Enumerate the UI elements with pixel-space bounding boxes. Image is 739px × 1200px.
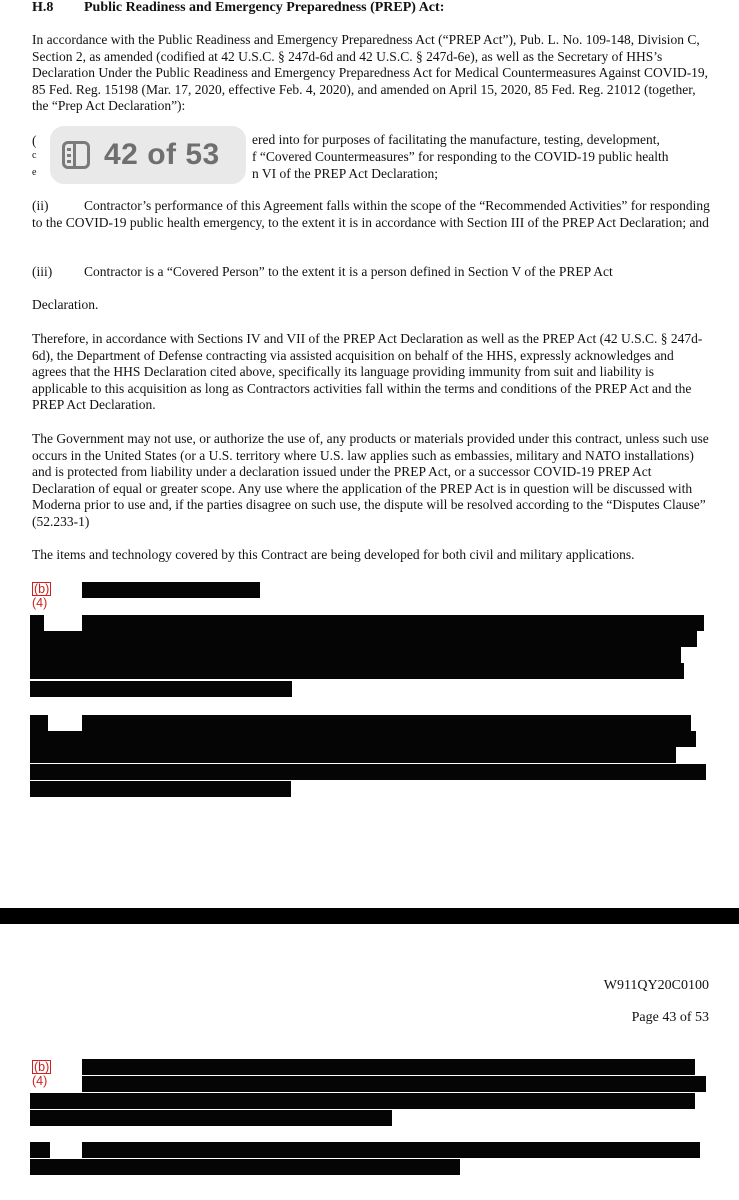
redaction-bar: [30, 663, 684, 679]
intro-paragraph: In accordance with the Public Readiness and Emergency Preparedness Act (“PREP Act”), Pub. L. No. 109-148, Division C, Section 2, as amended (codified at 42 U.S.C. § 247d-6d and 42 U.S.C. § 247d-6e), as well as the Secretary of HHS’s Declaration Under the Public Readiness and Emergency Preparedness Act for Medical Countermeasures Against COVID-19, 85 Fed. Reg. 15198 (Mar. 17, 2020, effective Feb. 4, 2020), and amended on April 15, 2020, 85 Fed. Reg. 21012 (together, the “Prep Act Declaration”):: [32, 32, 709, 113]
redaction-code-4: (4): [32, 1074, 48, 1088]
items-technology-paragraph: The items and technology covered by this Contract are being developed for both civil and military applications.: [32, 547, 635, 562]
redaction-bar: [30, 631, 697, 647]
redaction-bar: [30, 731, 696, 747]
book-sidebar-icon: [62, 141, 90, 169]
contract-id: W911QY20C0100: [603, 978, 709, 993]
redaction-bar: [30, 647, 681, 663]
item-iii-continuation: Declaration.: [32, 297, 99, 312]
item-i-line3: n VI of the PREP Act Declaration;: [252, 166, 438, 181]
item-ii-text: Contractor’s performance of this Agreement falls within the scope of the “Recommended Activities” for responding to the COVID-19 public health emergency, to the extent it is in accordance with Section III of the PREP Act Declaration; and: [32, 198, 710, 230]
page-break-divider: [0, 908, 739, 924]
redaction-bar: [82, 582, 260, 598]
item-iii-paragraph: [32, 264, 710, 281]
redaction-code-b: (b): [34, 1060, 50, 1074]
redaction-bar: [30, 781, 291, 797]
redaction-bar: [82, 1059, 695, 1075]
therefore-paragraph: Therefore, in accordance with Sections IV and VII of the PREP Act Declaration as well as the PREP Act (42 U.S.C. § 247d-6d), the Department of Defense contracting via assisted acquisition on behalf of the HHS, expressly acknowledges and agrees that the HHS Declaration cited above, specifically its language providing immunity from suit and liability is applicable to this acquisition as long as Contractors activities fall within the terms and conditions of the PREP Act and the PREP Act Declaration.: [32, 331, 703, 412]
item-i-e-fragment: e: [32, 167, 37, 178]
item-iii-label: (iii): [32, 264, 53, 279]
government-paragraph: The Government may not use, or authorize the use of, any products or materials provided under this contract, unless such use occurs in the United States (or a U.S. territory where U.S. law applies such as embassies, military and NATO installations) and is protected from liability under a declaration issued under the PREP Act, or a successor COVID-19 PREP Act Declaration of equal or greater scope. Any use where the application of the PREP Act is in question will be discussed with Moderna prior to use and, if the parties disagree on such use, the dispute will be resolved according to the “Disputes Clause” (52.233-1): [32, 431, 709, 529]
section-number: H.8: [32, 0, 54, 15]
page-indicator-text: 42 of 53: [104, 138, 220, 171]
redaction-code-b: (b): [34, 582, 50, 596]
item-ii-paragraph: [32, 198, 710, 231]
redaction-code-4: (4): [32, 596, 48, 610]
redaction-bar: [82, 1076, 706, 1092]
redaction-code-label: [32, 1060, 51, 1088]
redaction-bar: [82, 615, 704, 631]
redaction-bar: [82, 1142, 700, 1158]
redaction-code-label: [32, 582, 51, 610]
item-i-line1: ered into for purposes of facilitating the manufacture, testing, development,: [252, 132, 660, 147]
redaction-bar: [30, 1093, 695, 1109]
page-number-label: Page 43 of 53: [631, 1010, 709, 1025]
redaction-bar: [82, 715, 691, 731]
redaction-bar: [30, 681, 292, 697]
section-heading: [32, 0, 444, 16]
item-i-paren-fragment: (: [32, 133, 37, 148]
section-title: Public Readiness and Emergency Preparedness (PREP) Act:: [84, 0, 445, 15]
redaction-bar: [30, 764, 706, 780]
item-i-c-fragment: c: [32, 150, 37, 161]
redaction-bar: [30, 1110, 392, 1126]
redaction-bar: [30, 1159, 460, 1175]
item-i-line2: f “Covered Countermeasures” for responding to the COVID-19 public health: [252, 149, 669, 164]
redaction-bar: [30, 1142, 50, 1158]
item-iii-text: Contractor is a “Covered Person” to the extent it is a person defined in Section V of the PREP Act: [84, 264, 613, 279]
redaction-bar: [30, 615, 44, 631]
page-indicator-overlay[interactable]: [50, 126, 246, 184]
item-ii-label: (ii): [32, 198, 49, 213]
redaction-bar: [30, 715, 48, 731]
redaction-bar: [30, 747, 676, 763]
